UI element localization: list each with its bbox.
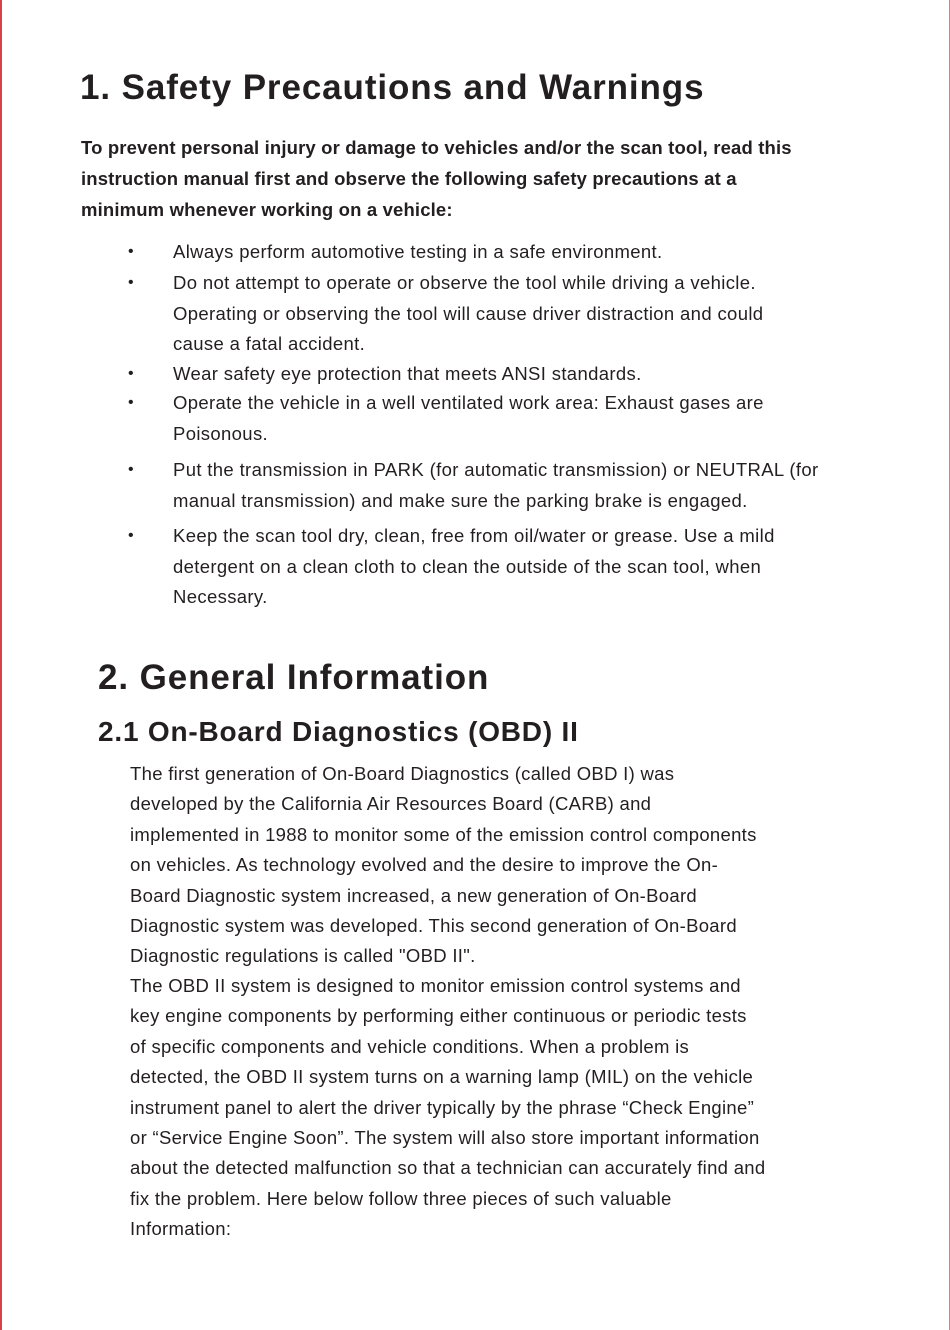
list-item-line: Always perform automotive testing in a safe environment. — [173, 241, 663, 262]
paragraph-line: instruction manual first and observe the following safety precautions at a — [81, 168, 737, 189]
list-item-line: Wear safety eye protection that meets ANSI standards. — [173, 363, 642, 384]
paragraph-line: minimum whenever working on a vehicle: — [81, 199, 453, 220]
page-edge-left — [0, 0, 2, 1330]
precaution-item-safe-environment — [128, 237, 888, 268]
paragraph-line: The OBD II system is designed to monitor emission control systems and — [130, 975, 741, 996]
paragraph-line: detected, the OBD II system turns on a warning lamp (MIL) on the vehicle — [130, 1066, 754, 1088]
section-2-heading: 2. General Information — [98, 658, 490, 697]
bullet-icon: • — [128, 527, 134, 544]
list-item-line: cause a fatal accident. — [173, 333, 366, 354]
paragraph-line: key engine components by performing either continuous or periodic tests — [130, 1005, 747, 1027]
list-item-line: Do not attempt to operate or observe the tool while driving a vehicle. — [173, 272, 756, 293]
paragraph-line: fix the problem. Here below follow three pieces of such valuable — [130, 1187, 672, 1209]
list-item-line: Operating or observing the tool will cause driver distraction and could — [173, 302, 764, 324]
bullet-icon: • — [128, 394, 134, 411]
bullet-icon: • — [128, 365, 134, 382]
precaution-item-no-driving — [128, 268, 888, 360]
obd-system-paragraph — [130, 971, 890, 1245]
obd-history-paragraph — [130, 759, 890, 972]
precaution-item-keep-clean — [128, 521, 888, 613]
safety-intro-paragraph — [81, 132, 881, 225]
paragraph-line: of specific components and vehicle conditions. When a problem is — [130, 1035, 690, 1057]
paragraph-line: developed by the California Air Resources Board (CARB) and — [130, 793, 652, 815]
list-item-line: Keep the scan tool dry, clean, free from oil/water or grease. Use a mild — [173, 525, 775, 546]
paragraph-line: instrument panel to alert the driver typically by the phrase “Check Engine” — [130, 1096, 755, 1118]
list-item-line: manual transmission) and make sure the parking brake is engaged. — [173, 489, 748, 511]
subsection-2-1-heading: 2.1 On-Board Diagnostics (OBD) II — [98, 716, 579, 747]
paragraph-line: implemented in 1988 to monitor some of the emission control components — [130, 823, 757, 845]
paragraph-line: Information: — [130, 1218, 232, 1240]
precaution-item-ventilation — [128, 388, 888, 449]
bullet-icon: • — [128, 243, 134, 260]
paragraph-line: Diagnostic regulations is called "OBD II". — [130, 945, 476, 967]
list-item-line: Operate the vehicle in a well ventilated work area: Exhaust gases are — [173, 392, 764, 413]
paragraph-line: The first generation of On-Board Diagnostics (called OBD I) was — [130, 763, 675, 784]
paragraph-line: on vehicles. As technology evolved and the desire to improve the On- — [130, 854, 719, 876]
precaution-item-eye-protection — [128, 359, 888, 390]
paragraph-line: Diagnostic system was developed. This second generation of On-Board — [130, 915, 737, 937]
list-item-line: Put the transmission in PARK (for automatic transmission) or NEUTRAL (for — [173, 459, 819, 480]
paragraph-line: To prevent personal injury or damage to vehicles and/or the scan tool, read this — [81, 137, 792, 158]
section-1-heading: 1. Safety Precautions and Warnings — [80, 68, 705, 107]
list-item-line: Necessary. — [173, 586, 268, 607]
paragraph-line: or “Service Engine Soon”. The system will also store important information — [130, 1127, 760, 1149]
bullet-icon: • — [128, 461, 134, 478]
paragraph-line: about the detected malfunction so that a technician can accurately find and — [130, 1157, 766, 1179]
bullet-icon: • — [128, 274, 134, 291]
list-item-line: Poisonous. — [173, 422, 269, 444]
paragraph-line: Board Diagnostic system increased, a new generation of On-Board — [130, 884, 697, 906]
list-item-line: detergent on a clean cloth to clean the outside of the scan tool, when — [173, 555, 762, 577]
precaution-item-transmission — [128, 455, 888, 516]
